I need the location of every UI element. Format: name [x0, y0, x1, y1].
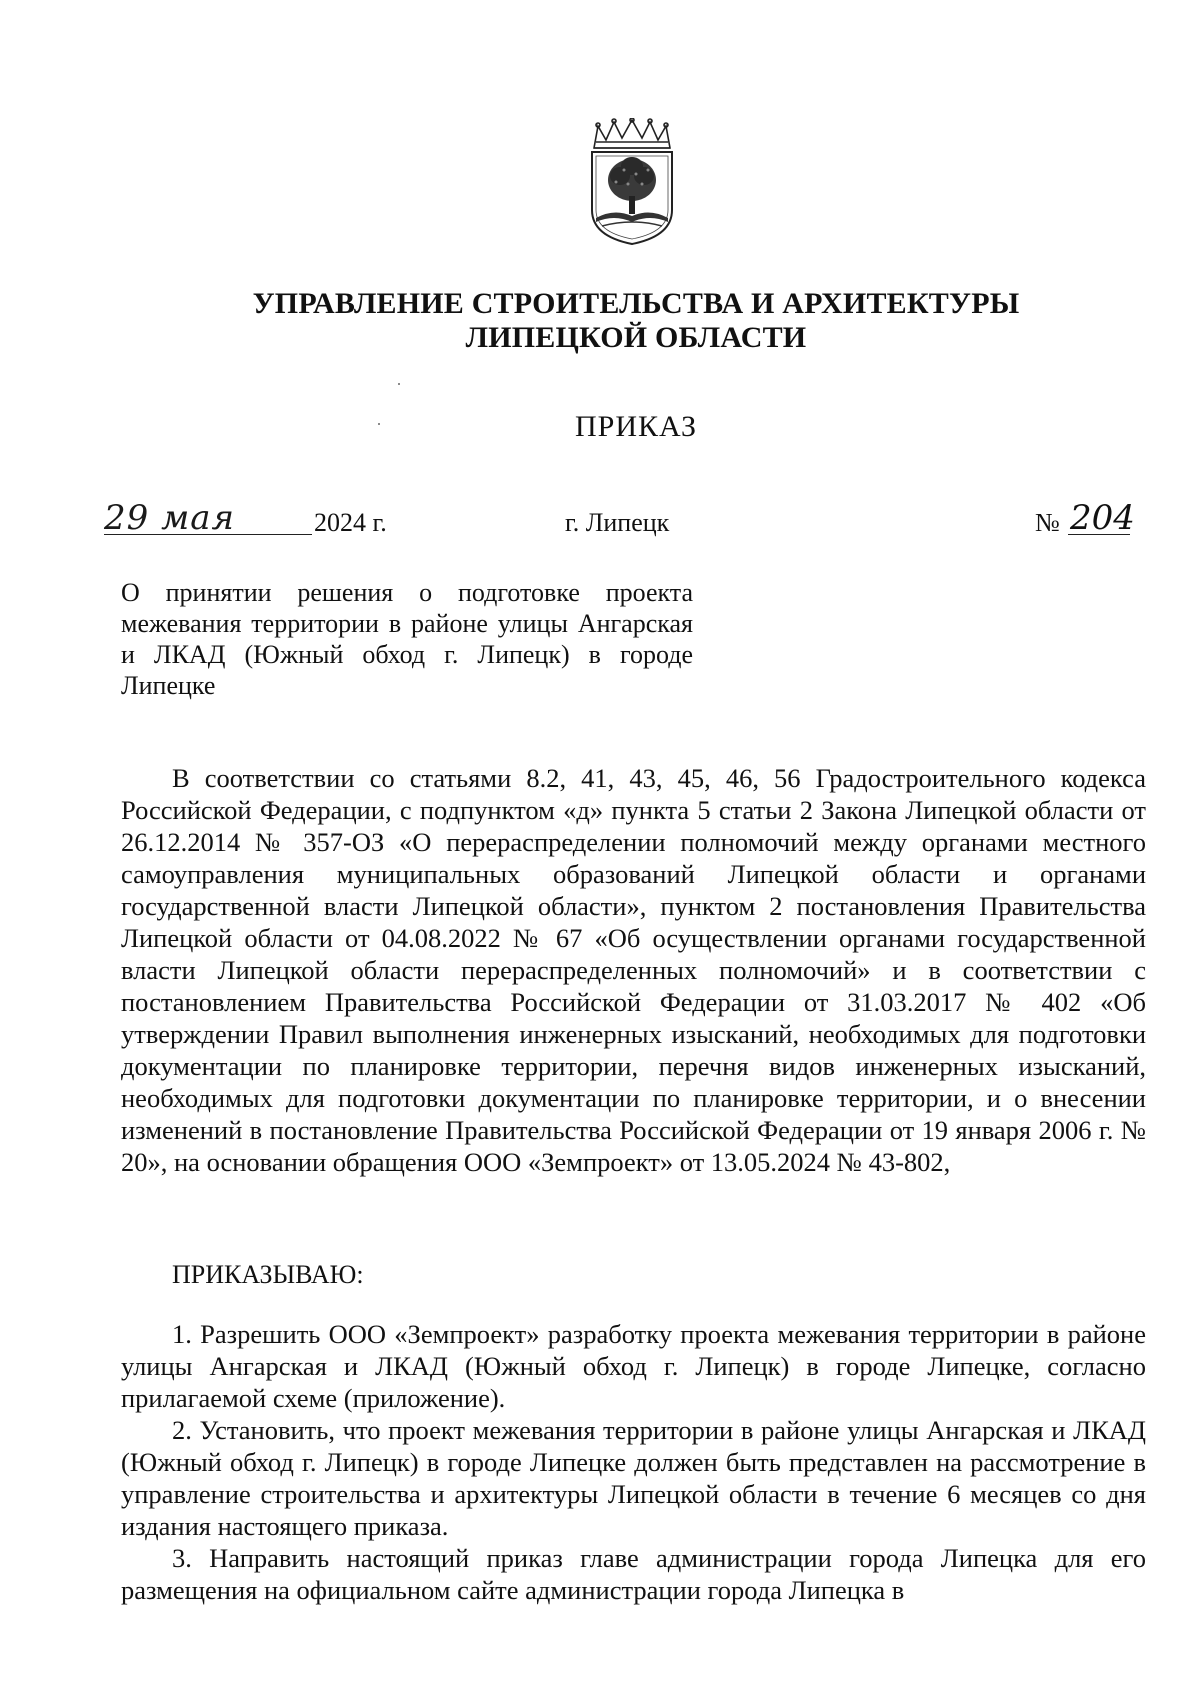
preamble-paragraph: В соответствии со статьями 8.2, 41, 43, 45, 46, 56 Градостроительного кодекса Российской Федерации, с подпунктом «д» пункта 5 статьи 2 Закона Липецкой области от 26.12.2014 № 357-ОЗ «О перераспределении полномочий между органами местного самоуправления муниципальных образований Липецкой области и органами государственной власти Липецкой области», пунктом 2 постановления Правительства Липецкой области от 04.08.2022 № 67 «Об осуществлении органами государственной власти Липецкой области перераспределенных полномочий» и в соответствии с постановлением Правительства Российской Федерации от 31.03.2017 № 402 «Об утверждении Правил выполнения инженерных изысканий, необходимых для подготовки документации по планировке территории, перечня видов инженерных изысканий, необходимых для подготовки документации по планировке территории, и о внесении изменений в постановление Правительства Российской Федерации от 19 января 2006 г. № 20», на основании обращения ООО «Земпроект» от 13.05.2024 № 43-802,: [121, 762, 1146, 1177]
number-sign: №: [1035, 508, 1060, 537]
order-item-3: 3. Направить настоящий приказ главе администрации города Липецка для его размещения на официальном сайте администрации города Липецка в: [121, 1543, 1146, 1605]
document-type: ПРИКАЗ: [575, 410, 697, 443]
date-underline: [104, 534, 312, 535]
organization-name-line1: УПРАВЛЕНИЕ СТРОИТЕЛЬСТВА И АРХИТЕКТУРЫ: [252, 287, 1020, 320]
coat-of-arms-icon: [586, 118, 678, 246]
handwritten-date: 29 мая: [104, 498, 236, 538]
document-meta-row: [0, 498, 1200, 548]
decree-word: ПРИКАЗЫВАЮ:: [172, 1260, 364, 1289]
order-items: [121, 1318, 1146, 1606]
scan-speck: [398, 383, 400, 385]
document-year: 2024 г.: [314, 508, 387, 537]
order-item-1: 1. Разрешить ООО «Земпроект» разработку проекта межевания территории в районе улицы Ангарская и ЛКАД (Южный обход г. Липецк) в городе Липецке, согласно прилагаемой схеме (приложение).: [121, 1319, 1146, 1413]
organization-name-line2: ЛИПЕЦКОЙ ОБЛАСТИ: [465, 321, 807, 354]
order-item-2: 2. Установить, что проект межевания территории в районе улицы Ангарская и ЛКАД (Южный обход г. Липецк) в городе Липецке должен быть представлен на рассмотрение в управление строительства и архитектуры Липецкой области в течение 6 месяцев со дня издания настоящего приказа.: [121, 1415, 1146, 1541]
handwritten-number: 204: [1070, 498, 1135, 538]
number-underline: [1068, 534, 1130, 535]
document-subject: О принятии решения о подготовке проекта межевания территории в районе улицы Ангарская и ЛКАД (Южный обход г. Липецк) в городе Липецке: [121, 578, 693, 700]
document-city: г. Липецк: [565, 508, 670, 537]
